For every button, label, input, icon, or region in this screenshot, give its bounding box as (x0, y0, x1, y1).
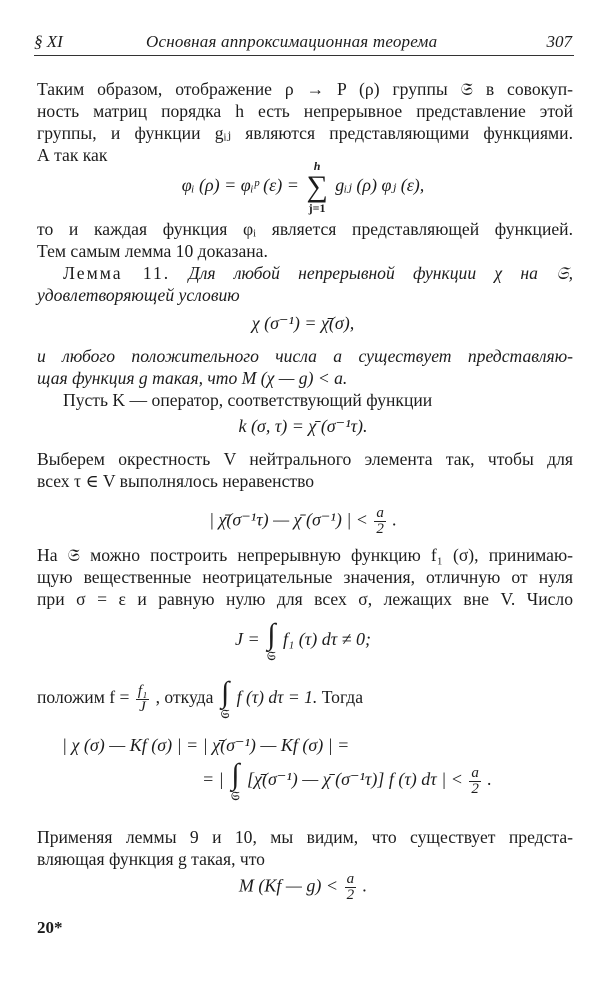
formula-7 (0, 872, 606, 903)
formula-3 (0, 416, 606, 437)
text-line: ность матриц порядка h есть непрерывное представление этой (37, 101, 573, 121)
formula-1-lhs: φᵢ (ρ) = φᵢᵖ (ε) = (181, 175, 299, 196)
paragraph-6 (37, 544, 573, 610)
formula-4 (0, 506, 606, 537)
formula-7-lhs: M (Kf — g) < (238, 875, 339, 896)
formula-5-lhs: J = (234, 629, 260, 650)
paragraph-2 (37, 218, 573, 262)
integral-operator (267, 620, 275, 662)
formula-6-line-1-body: | χ (σ) — Kf (σ) | = | χ̄(σ⁻¹) — Kf (σ) | = (62, 735, 350, 755)
formula-4-lhs: | χ̄(σ⁻¹τ) — χ̄ (σ⁻¹) | < (209, 509, 368, 530)
text-line: вляющая функция g такая, что (37, 849, 265, 869)
line-put-prefix: положим f = (37, 687, 130, 708)
text-line: А так как (37, 145, 108, 165)
fraction-denominator: 2 (376, 521, 384, 537)
formula-6-line-2 (202, 760, 592, 802)
lemma-label: Лемма 11. (63, 263, 171, 283)
line-put-rhs: f (τ) dτ = 1. (236, 687, 318, 708)
text-line: и любого положительного числа a существует представляю- (37, 346, 573, 366)
formula-5-rhs: f₁ (τ) dτ ≠ 0; (283, 629, 372, 650)
fraction-denominator: 2 (346, 887, 355, 903)
line-put (37, 678, 573, 720)
integral-symbol: ∫ (231, 758, 240, 791)
lemma-line: удовлетворяющей условию (37, 285, 240, 305)
line-put-mid: , откуда (155, 687, 214, 708)
formula-3-body: k (σ, τ) = χ̄ (σ⁻¹τ). (238, 416, 368, 436)
page-number: 307 (546, 32, 572, 51)
fraction-numerator: a (471, 764, 479, 781)
lemma-line (37, 262, 573, 284)
fraction (469, 766, 481, 797)
text-line: Тем самым лемма 10 доказана. (37, 241, 268, 261)
sum-operator (306, 160, 327, 214)
paragraph-4 (37, 389, 573, 411)
text-line: На 𝔖 можно построить непрерывную функцию f₁ (σ), принимаю- (37, 545, 573, 565)
formula-4-tail: . (392, 509, 397, 530)
integral-operator (221, 678, 229, 720)
fraction (345, 872, 357, 903)
sum-upper-limit: h (313, 159, 321, 173)
paragraph-5 (37, 448, 573, 492)
formula-2 (0, 313, 606, 334)
integral-operator (231, 760, 239, 802)
text-line: Применяя леммы 9 и 10, мы видим, что существует предста- (37, 827, 573, 847)
fraction-numerator: a (346, 871, 355, 887)
paragraph-1 (37, 78, 573, 166)
integral-domain: 𝔖 (267, 649, 276, 663)
text-line: группы, и функции gᵢⱼ являются представляющими функциями. (37, 123, 573, 143)
formula-1-rhs: gᵢⱼ (ρ) φⱼ (ε), (335, 175, 425, 196)
formula-2-body: χ (σ⁻¹) = χ̄(σ), (251, 313, 355, 333)
fraction-denominator: 2 (471, 780, 479, 797)
paragraph-3 (37, 345, 573, 389)
line-put-then: Тогда (321, 687, 364, 708)
text-line: Выберем окрестность V нейтрального элемента так, чтобы для (37, 449, 573, 469)
fraction (136, 684, 149, 715)
lemma-statement: Для любой непрерывной функции χ на 𝔖, (188, 263, 573, 283)
formula-6-body: [χ̄(σ⁻¹) — χ̄ (σ⁻¹τ)] f (τ) dτ | < (247, 769, 463, 790)
text-line: щая функция g такая, что M (χ — g) < a. (37, 368, 348, 388)
text-line: то и каждая функция φᵢ является представляющей функцией. (37, 219, 573, 239)
integral-symbol: ∫ (220, 676, 230, 709)
fraction (374, 506, 386, 537)
formula-6-tail: . (487, 769, 492, 790)
integral-domain: 𝔖 (220, 707, 230, 721)
page-title: Основная аппроксимационная теорема (146, 32, 438, 51)
formula-7-tail: . (362, 875, 368, 896)
integral-domain: 𝔖 (231, 789, 240, 803)
sum-symbol: ∑ (306, 170, 328, 203)
formula-1 (0, 160, 606, 214)
fraction-numerator: a (376, 505, 384, 521)
formula-5 (0, 620, 606, 662)
text-line: щую вещественные неотрицательные значения, отличную от нуля (37, 567, 573, 587)
paragraph-7 (37, 826, 573, 870)
running-header (34, 30, 574, 56)
text-line: Пусть K — оператор, соответствующий функции (63, 390, 433, 410)
section-number: § XI (34, 32, 63, 51)
header-rule (34, 55, 574, 56)
sum-lower-limit: j=1 (308, 201, 326, 215)
fraction-numerator: f₁ (137, 682, 148, 699)
text-line: Таким образом, отображение ρ → P (ρ) группы 𝔖 в совокуп- (37, 79, 573, 99)
text-line: при σ = ε и равную нулю для всех σ, лежащих вне V. Число (37, 589, 573, 609)
formula-6-line-1 (62, 735, 582, 756)
formula-6-prefix: = | (202, 769, 224, 790)
text-line: всех τ ∈ V выполнялось неравенство (37, 471, 315, 491)
signature-mark: 20* (37, 918, 63, 937)
integral-symbol: ∫ (267, 618, 276, 651)
fraction-denominator: J (139, 698, 146, 715)
lemma-11 (37, 262, 573, 306)
